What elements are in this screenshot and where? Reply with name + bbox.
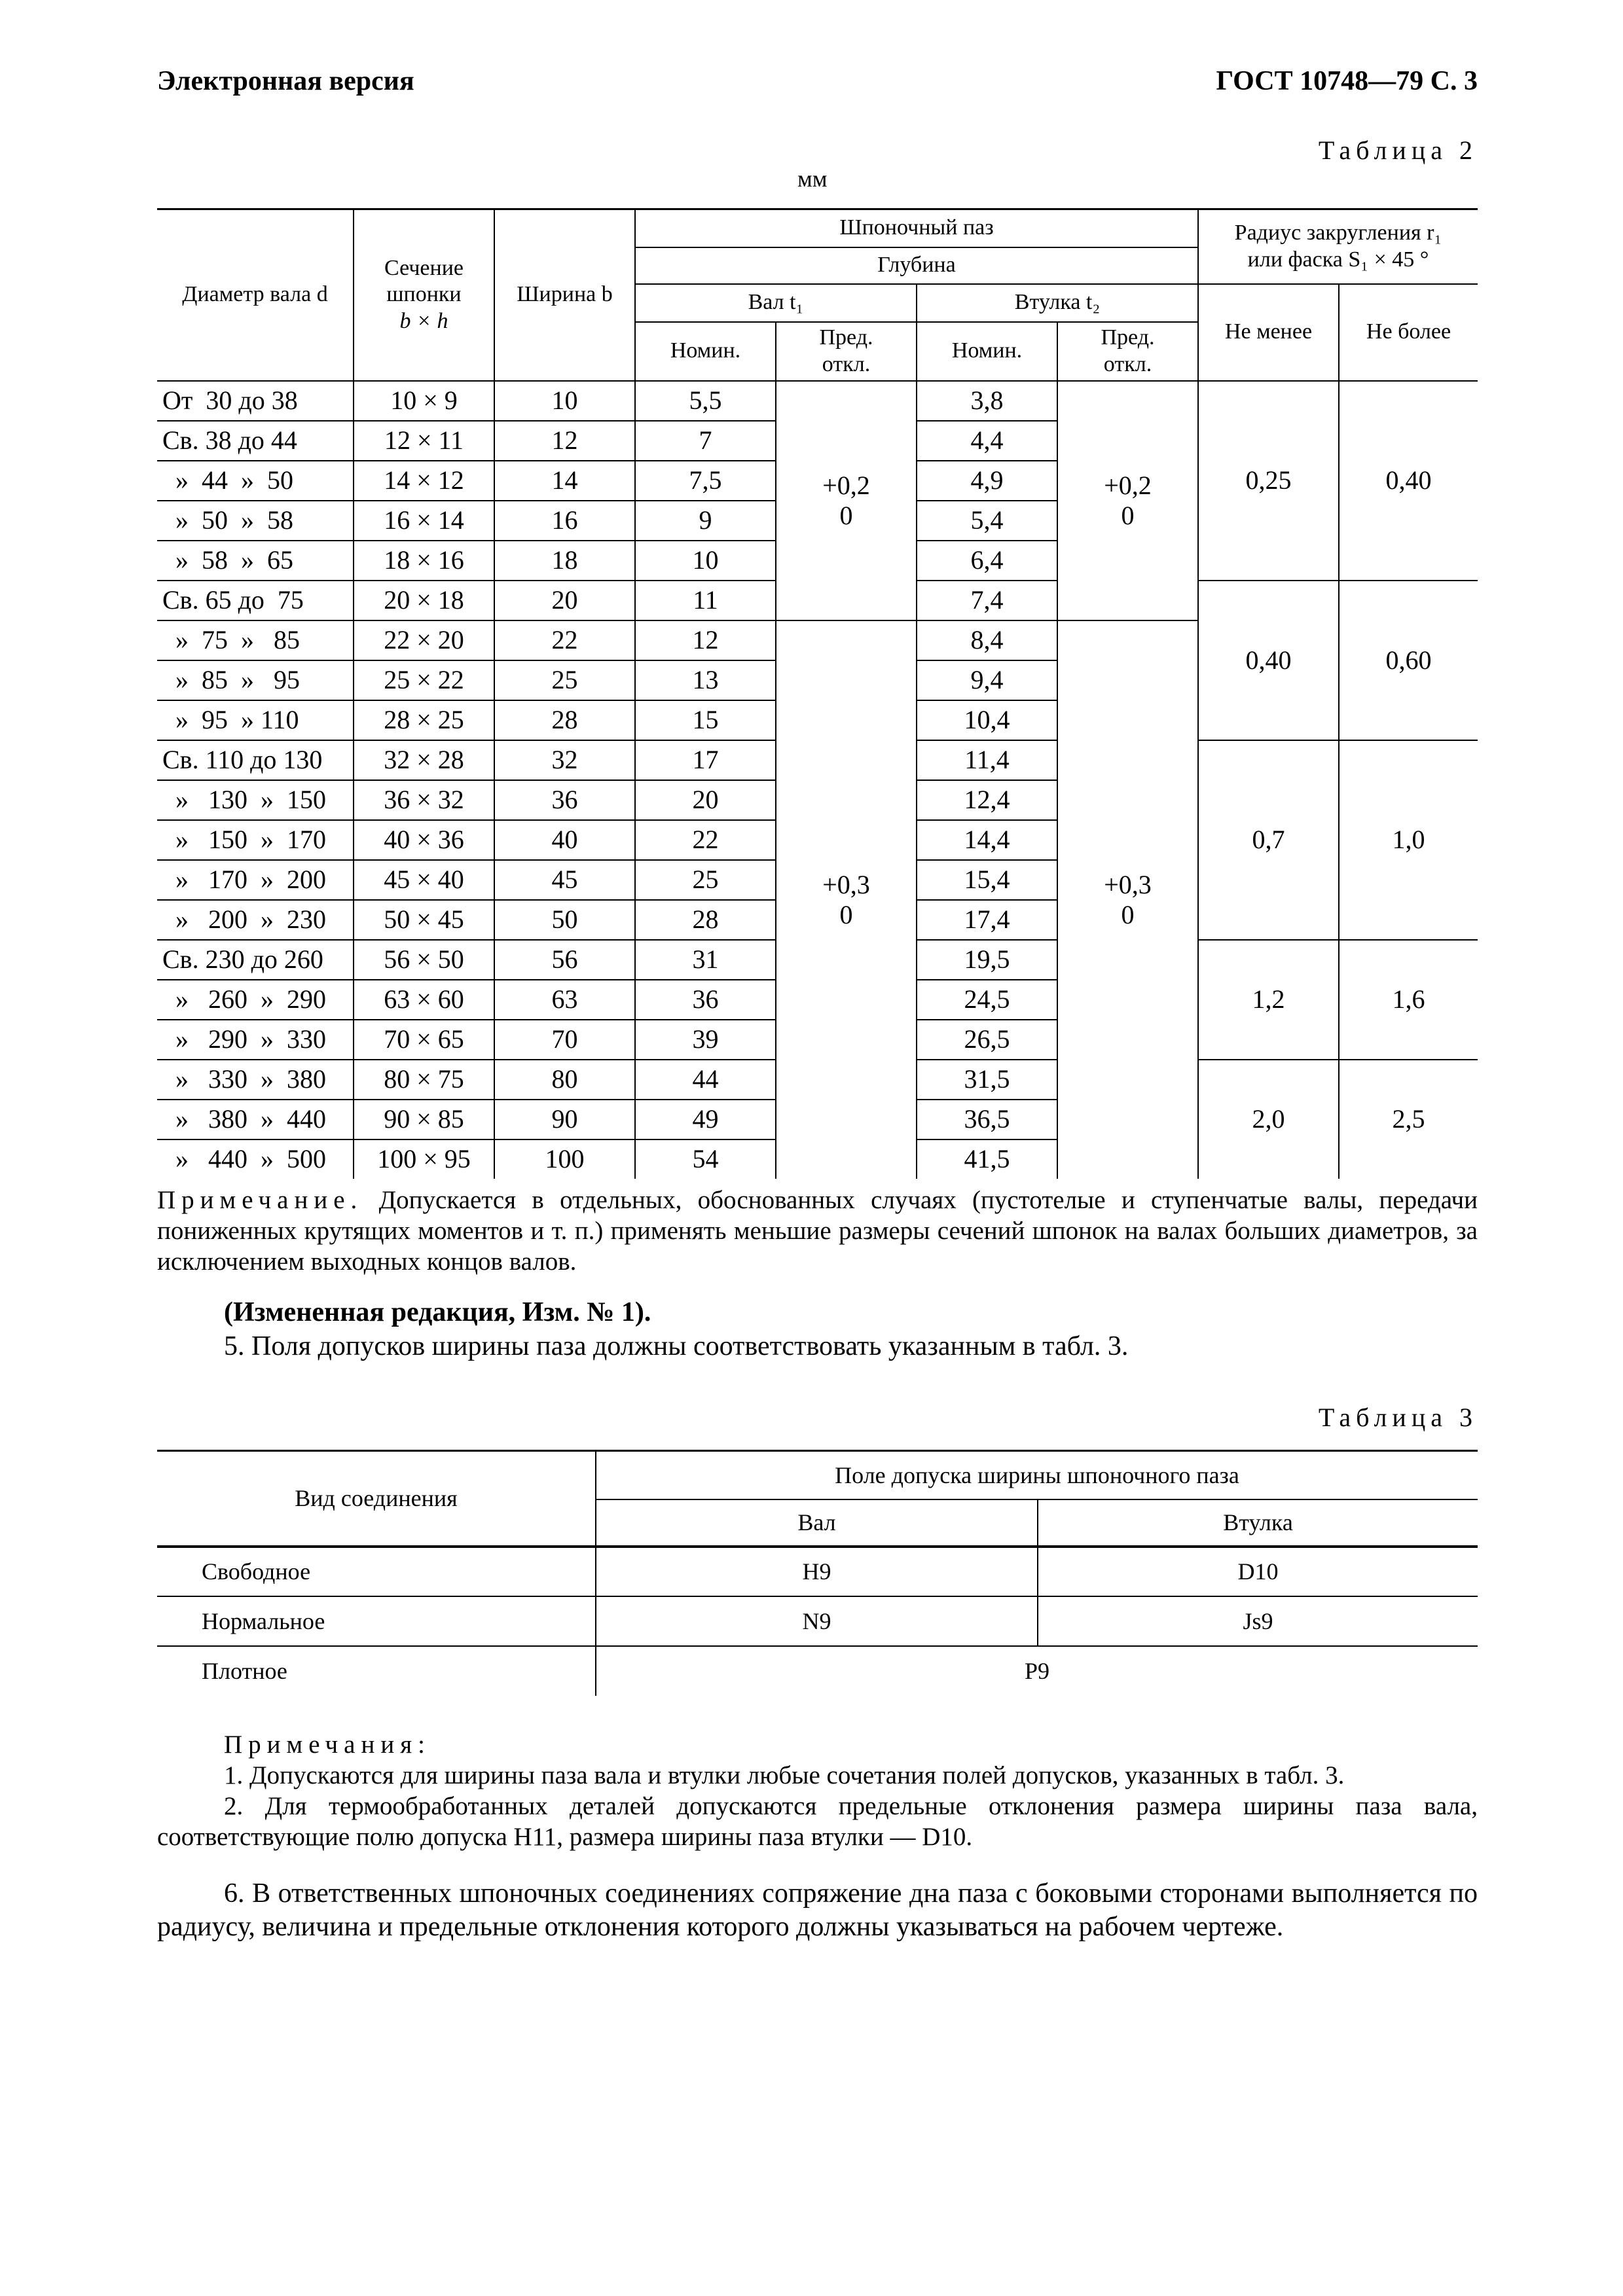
cell-t2: 6,4 [917, 541, 1057, 581]
cell-section: 100 × 95 [354, 1139, 494, 1179]
tolerance-top: +0,2 [1104, 470, 1152, 500]
notes2-label [224, 1729, 1478, 1760]
cell-diameter: » 330 » 380 [157, 1060, 354, 1100]
cell-section: 14 × 12 [354, 461, 494, 501]
cell-t2: 8,4 [917, 620, 1057, 660]
cell-diameter: От 30 до 38 [157, 381, 354, 421]
cell-t1: 28 [635, 900, 776, 940]
tolerance-bottom: 0 [1121, 500, 1135, 530]
table2-caption: Таблица 2 [1318, 135, 1478, 165]
cell-width: 56 [494, 940, 635, 980]
cell-diameter: » 260 » 290 [157, 980, 354, 1020]
tolerance-bottom: 0 [1121, 899, 1135, 929]
table-row [157, 1547, 1478, 1596]
notes2-label-text: Примечания: [224, 1731, 431, 1759]
table-row [157, 1646, 1478, 1696]
header-shaft: Вал t₁ [635, 284, 917, 322]
cell-section: 22 × 20 [354, 620, 494, 660]
t3-type: Свободное [157, 1547, 596, 1596]
cell-radius-min: 0,40 [1198, 581, 1339, 740]
cell-section: 56 × 50 [354, 940, 494, 980]
cell-t1: 11 [635, 581, 776, 620]
cell-t2: 26,5 [917, 1020, 1057, 1060]
cell-width: 25 [494, 660, 635, 700]
header-section-l3: b × h [399, 309, 448, 334]
cell-diameter: » 440 » 500 [162, 1144, 326, 1174]
cell-diameter: » 95 » 110 [157, 700, 354, 740]
notes2-item-1: 1. Допускаются для ширины паза вала и втулки любые сочетания полей допусков, указанных в табл. 3. [224, 1761, 1345, 1789]
header-keyway: Шпоночный паз [635, 209, 1198, 247]
cell-diameter: » 58 » 65 [157, 541, 354, 581]
cell-t1: 20 [635, 780, 776, 820]
cell-section: 10 × 9 [354, 381, 494, 421]
header-radius-l1: Радиус закругления r₁ [1234, 220, 1442, 245]
cell-width: 32 [494, 740, 635, 780]
header-hub-nom: Номин. [917, 322, 1057, 381]
tolerance-bottom: 0 [839, 500, 853, 530]
header-left: Электронная версия [157, 66, 414, 96]
cell-section: 50 × 45 [354, 900, 494, 940]
cell-t1: 17 [635, 740, 776, 780]
cell-t2: 11,4 [917, 740, 1057, 780]
cell-section: 20 × 18 [354, 581, 494, 620]
cell-t2: 36,5 [917, 1100, 1057, 1139]
t3-header-field: Поле допуска ширины шпоночного паза [596, 1451, 1478, 1499]
header-diameter: Диаметр вала d [157, 209, 354, 381]
cell-radius-max: 0,60 [1339, 581, 1478, 740]
cell-t1: 12 [635, 620, 776, 660]
cell-t2: 14,4 [917, 820, 1057, 860]
cell-section: 32 × 28 [354, 740, 494, 780]
cell-section: 25 × 22 [354, 660, 494, 700]
cell-radius-min: 0,7 [1198, 740, 1339, 940]
note-label: Примечание. [157, 1186, 363, 1214]
cell-t1: 54 [635, 1139, 776, 1179]
cell-section: 63 × 60 [354, 980, 494, 1020]
cell-diameter: » 130 » 150 [157, 780, 354, 820]
cell-t2: 31,5 [917, 1060, 1057, 1100]
cell-radius-max: 1,6 [1339, 940, 1478, 1060]
cell-width: 18 [494, 541, 635, 581]
cell-width: 45 [494, 860, 635, 900]
cell-diameter: Св. 110 до 130 [157, 740, 354, 780]
cell-t1: 15 [635, 700, 776, 740]
cell-width: 70 [494, 1020, 635, 1060]
header-hub: Втулка t₂ [917, 284, 1198, 322]
cell-diameter: » 170 » 200 [157, 860, 354, 900]
t3-shaft: H9 [596, 1547, 1038, 1596]
header-dev-l2: откл. [822, 351, 871, 376]
note-text: Допускается в отдельных, обоснованных случаях (пустотелые и ступенчатые валы, передачи пониженных крутящих моментов и т. п.) применять меньшие размеры сечений шпонок на валах больших диаметров, за исключением выходных концов валов. [157, 1186, 1478, 1276]
t3-type: Плотное [157, 1646, 596, 1696]
header-dev-l1: Пред. [1101, 325, 1155, 350]
header-radius-l2: или фаска S₁ × 45 ° [1247, 247, 1429, 272]
table-row [157, 1596, 1478, 1646]
cell-diameter: » 50 » 58 [157, 501, 354, 541]
header-depth: Глубина [635, 247, 1198, 284]
cell-t1: 31 [635, 940, 776, 980]
cell-section: 12 × 11 [354, 421, 494, 461]
cell-width: 14 [494, 461, 635, 501]
cell-diameter: » 200 » 230 [157, 900, 354, 940]
cell-t2: 5,4 [917, 501, 1057, 541]
cell-radius-max: 0,40 [1339, 381, 1478, 581]
cell-t1-tolerance [776, 381, 917, 620]
t3-shaft: N9 [596, 1596, 1038, 1646]
tolerance-top: +0,2 [822, 470, 870, 500]
cell-section: 70 × 65 [354, 1020, 494, 1060]
cell-t2: 4,9 [917, 461, 1057, 501]
cell-t2-tolerance [1057, 381, 1198, 620]
cell-section: 40 × 36 [354, 820, 494, 860]
cell-section: 36 × 32 [354, 780, 494, 820]
cell-section: 18 × 16 [354, 541, 494, 581]
header-dev-l2: откл. [1103, 351, 1152, 376]
table2-note [157, 1185, 1478, 1277]
cell-t1: 44 [635, 1060, 776, 1100]
header-min: Не менее [1198, 284, 1339, 381]
cell-diameter: Св. 65 до 75 [157, 581, 354, 620]
table3-caption: Таблица 3 [1318, 1403, 1478, 1432]
header-hub-dev [1057, 322, 1198, 381]
cell-diameter: » 150 » 170 [157, 820, 354, 860]
t3-hub: Js9 [1038, 1596, 1478, 1646]
cell-t1: 9 [635, 501, 776, 541]
header-dev-l1: Пред. [819, 325, 873, 350]
table2 [157, 208, 1478, 1179]
cell-diameter: Св. 230 до 260 [157, 940, 354, 980]
cell-t1: 22 [635, 820, 776, 860]
t3-header-type: Вид соединения [157, 1451, 596, 1547]
revision-note: (Измененная редакция, Изм. № 1). [224, 1297, 651, 1327]
cell-diameter: » 75 » 85 [157, 620, 354, 660]
cell-t1: 39 [635, 1020, 776, 1060]
t3-header-shaft: Вал [596, 1499, 1038, 1547]
cell-t1: 36 [635, 980, 776, 1020]
cell-t1: 5,5 [635, 381, 776, 421]
cell-t2: 15,4 [917, 860, 1057, 900]
notes2-item-2: 2. Для термообработанных деталей допускаются предельные отклонения размера ширины паза вала, соответствующие полю допуска H11, размера ширины паза втулки — D10. [157, 1792, 1478, 1851]
cell-section: 28 × 25 [354, 700, 494, 740]
cell-width: 63 [494, 980, 635, 1020]
cell-radius-min: 1,2 [1198, 940, 1339, 1060]
cell-diameter: » 380 » 440 [157, 1100, 354, 1139]
cell-t2: 9,4 [917, 660, 1057, 700]
cell-t1: 10 [635, 541, 776, 581]
cell-t1: 7 [635, 421, 776, 461]
cell-t1: 7,5 [635, 461, 776, 501]
header-section [354, 209, 494, 381]
cell-t2: 41,5 [917, 1139, 1057, 1179]
cell-t1-tolerance [776, 620, 917, 1179]
cell-width: 100 [494, 1139, 635, 1179]
cell-diameter: Св. 38 до 44 [157, 421, 354, 461]
cell-width: 28 [494, 700, 635, 740]
cell-section: 16 × 14 [354, 501, 494, 541]
cell-section: 90 × 85 [354, 1100, 494, 1139]
cell-radius-min: 0,25 [1198, 381, 1339, 581]
cell-section: 45 × 40 [354, 860, 494, 900]
t3-both: P9 [1024, 1658, 1050, 1684]
cell-width: 20 [494, 581, 635, 620]
item-6: 6. В ответственных шпоночных соединениях сопряжение дна паза с боковыми сторонами выполняется по радиусу, величина и предельные отклонения которого должны указываться на рабочем чертеже. [157, 1878, 1478, 1942]
tolerance-top: +0,3 [822, 869, 870, 899]
cell-width: 12 [494, 421, 635, 461]
cell-t2: 10,4 [917, 700, 1057, 740]
cell-width: 10 [494, 381, 635, 421]
header-width: Ширина b [494, 209, 635, 381]
t3-hub: D10 [1038, 1547, 1478, 1596]
table3 [157, 1450, 1478, 1696]
cell-t2-tolerance [1057, 620, 1198, 1179]
tolerance-bottom: 0 [839, 899, 853, 929]
cell-radius-max: 1,0 [1339, 740, 1478, 940]
header-shaft-dev [776, 322, 917, 381]
header-section-l1: Сечение [384, 255, 464, 280]
tolerance-top: +0,3 [1104, 869, 1152, 899]
cell-width: 22 [494, 620, 635, 660]
cell-radius-min: 2,0 [1198, 1060, 1339, 1179]
cell-radius-max: 2,5 [1392, 1104, 1425, 1134]
cell-t2: 7,4 [917, 581, 1057, 620]
cell-width: 50 [494, 900, 635, 940]
cell-diameter: » 44 » 50 [157, 461, 354, 501]
cell-section: 80 × 75 [354, 1060, 494, 1100]
cell-diameter: » 290 » 330 [157, 1020, 354, 1060]
cell-t2: 4,4 [917, 421, 1057, 461]
header-shaft-nom: Номин. [635, 322, 776, 381]
cell-diameter: » 85 » 95 [157, 660, 354, 700]
t3-header-hub: Втулка [1038, 1499, 1478, 1547]
item-5: 5. Поля допусков ширины паза должны соответствовать указанным в табл. 3. [224, 1331, 1129, 1361]
table-row [157, 381, 1478, 421]
header-max: Не более [1339, 284, 1478, 381]
cell-t2: 17,4 [917, 900, 1057, 940]
cell-t2: 3,8 [917, 381, 1057, 421]
header-section-l2: шпонки [386, 282, 462, 307]
header-radius [1198, 209, 1478, 284]
table2-units: мм [797, 166, 828, 192]
cell-width: 16 [494, 501, 635, 541]
cell-t1: 49 [635, 1100, 776, 1139]
t3-type: Нормальное [157, 1596, 596, 1646]
cell-t2: 24,5 [917, 980, 1057, 1020]
cell-t1: 25 [635, 860, 776, 900]
cell-width: 80 [494, 1060, 635, 1100]
cell-width: 90 [494, 1100, 635, 1139]
cell-t2: 12,4 [917, 780, 1057, 820]
cell-t2: 19,5 [917, 940, 1057, 980]
cell-t1: 13 [635, 660, 776, 700]
cell-width: 36 [494, 780, 635, 820]
cell-width: 40 [494, 820, 635, 860]
header-right: ГОСТ 10748—79 С. 3 [1216, 66, 1478, 96]
